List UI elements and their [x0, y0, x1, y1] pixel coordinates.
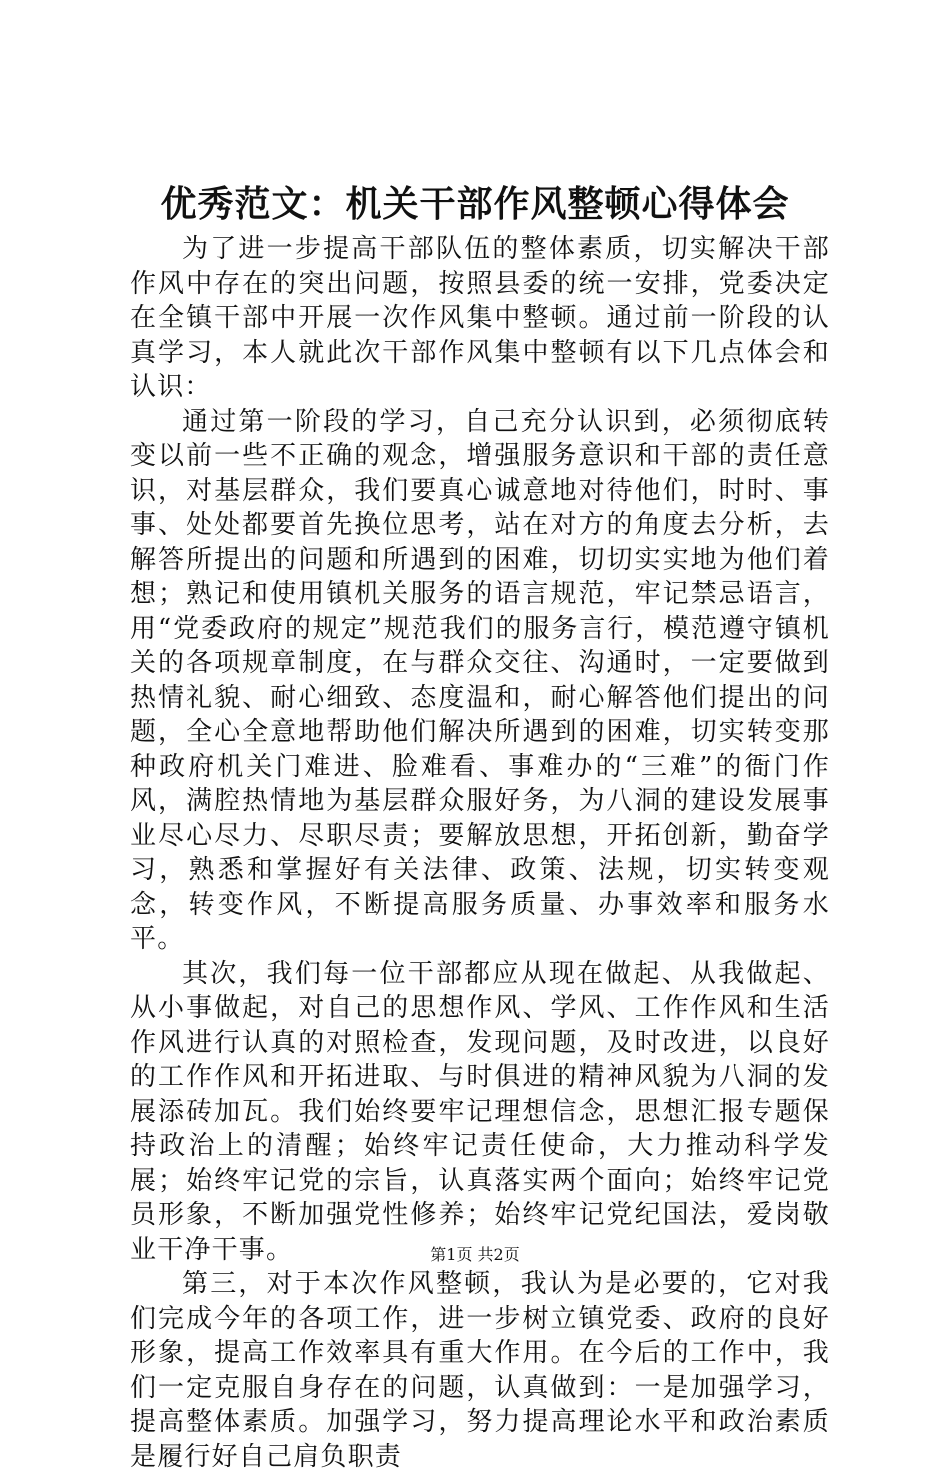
document-title: 优秀范文：机关干部作风整顿心得体会	[160, 183, 790, 225]
document-body	[130, 232, 830, 1474]
paragraph-second: 其次，我们每一位干部都应从现在做起、从我做起、从小事做起，对自己的思想作风、学风、工作作风和生活作风进行认真的对照检查，发现问题，及时改进，以良好的工作作风和开拓进取、与时俱进的精神风貌为八洞的发展添砖加瓦。我们始终要牢记理想信念，思想汇报专题保持政治上的清醒；始终牢记责任使命，大力推动科学发展；始终牢记党的宗旨，认真落实两个面向；始终牢记党员形象，不断加强党性修养；始终牢记党纪国法，爱岗敬业干净干事。	[130, 958, 830, 1265]
page-footer: 第1页 共2页	[430, 1245, 520, 1264]
paragraph-third: 第三，对于本次作风整顿，我认为是必要的，它对我们完成今年的各项工作，进一步树立镇党委、政府的良好形象，提高工作效率具有重大作用。在今后的工作中，我们一定克服自身存在的问题，认真做到：一是加强学习，提高整体素质。加强学习，努力提高理论水平和政治素质是履行好自己肩负职责	[130, 1269, 830, 1472]
paragraph-first-stage: 通过第一阶段的学习，自己充分认识到，必须彻底转变以前一些不正确的观念，增强服务意识和干部的责任意识，对基层群众，我们要真心诚意地对待他们，时时、事事、处处都要首先换位思考，站在对方的角度去分析，去解答所提出的问题和所遇到的困难，切切实实地为他们着想；熟记和使用镇机关服务的语言规范，牢记禁忌语言，用“党委政府的规定”规范我们的服务言行，模范遵守镇机关的各项规章制度，在与群众交往、沟通时，一定要做到热情礼貌、耐心细致、态度温和，耐心解答他们提出的问题，全心全意地帮助他们解决所遇到的困难，切实转变那种政府机关门难进、脸难看、事难办的“三难”的衙门作风，满腔热情地为基层群众服好务，为八洞的建设发展事业尽心尽力、尽职尽责；要解放思想，开拓创新，勤奋学习，熟悉和掌握好有关法律、政策、法规，切实转变观念，转变作风，不断提高服务质量、办事效率和服务水平。	[130, 406, 830, 954]
paragraph-intro: 为了进一步提高干部队伍的整体素质，切实解决干部作风中存在的突出问题，按照县委的统一安排，党委决定在全镇干部中开展一次作风集中整顿。通过前一阶段的认真学习，本人就此次干部作风集中整顿有以下几点体会和认识：	[130, 234, 830, 402]
